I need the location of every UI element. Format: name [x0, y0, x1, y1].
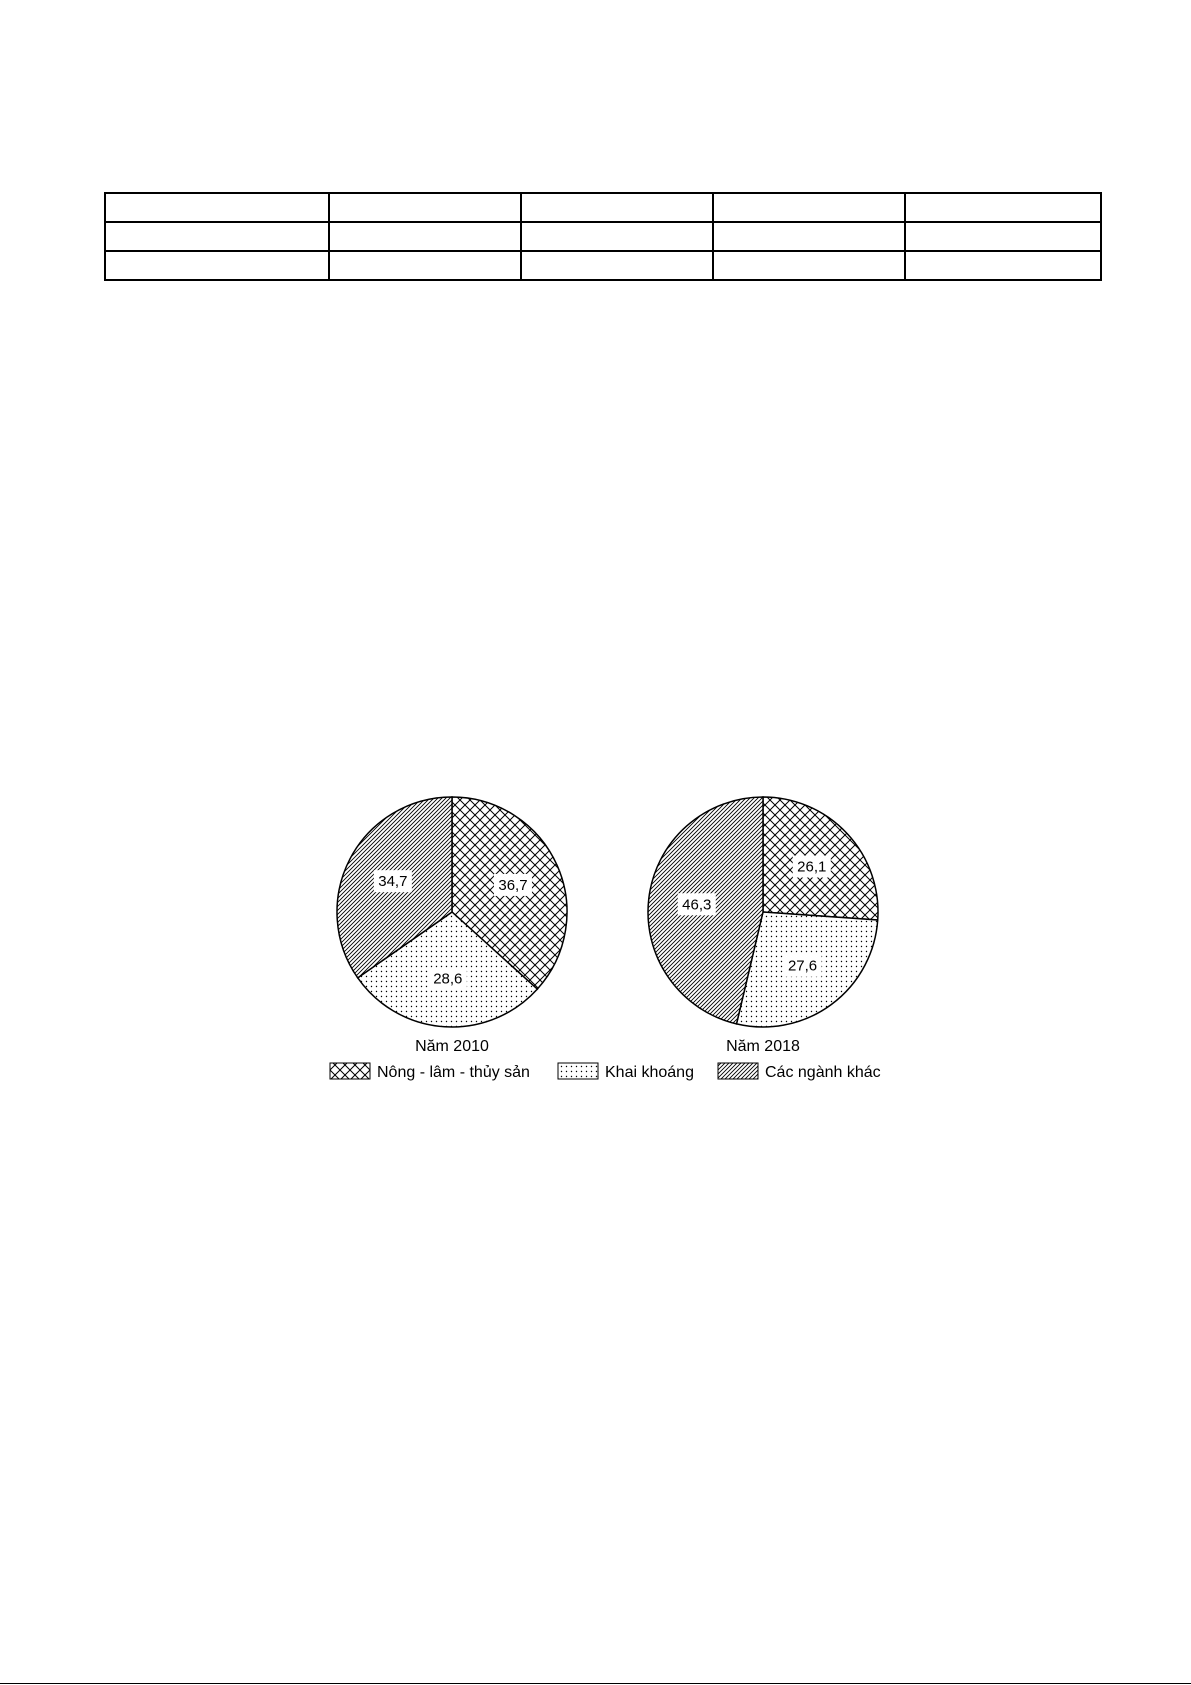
pie-data-label [784, 955, 822, 977]
pie-value-label: 27,6 [787, 957, 818, 975]
legend-swatch [558, 1063, 598, 1079]
legend-item [558, 1063, 694, 1081]
legend-item [718, 1063, 881, 1081]
pie-value-label: 26,1 [797, 858, 827, 876]
legend-swatch [330, 1063, 370, 1079]
legend-label: Các ngành khác [765, 1064, 881, 1081]
pie-data-label [429, 968, 467, 990]
pie-value-label: 34,7 [378, 873, 408, 891]
pie-chart-2 [648, 797, 878, 1055]
pie-data-label [793, 855, 831, 877]
pie-value-label: 36,7 [498, 876, 528, 894]
legend-swatch [718, 1063, 758, 1079]
pie-value-label: 46,3 [682, 896, 712, 914]
bottom-rule [0, 1683, 1191, 1684]
pie-value-label: 28,6 [433, 970, 463, 988]
legend-label: Nông - lâm - thủy sản [377, 1064, 530, 1081]
legend-label: Khai khoáng [605, 1064, 694, 1081]
pie-data-label [374, 870, 412, 892]
pie-chart-1 [337, 797, 567, 1055]
pie-caption: Năm 2018 [726, 1038, 800, 1055]
legend-item [330, 1063, 530, 1081]
pie-data-label [494, 874, 532, 896]
pie-data-label [678, 893, 716, 915]
pie-caption: Năm 2010 [415, 1038, 489, 1055]
